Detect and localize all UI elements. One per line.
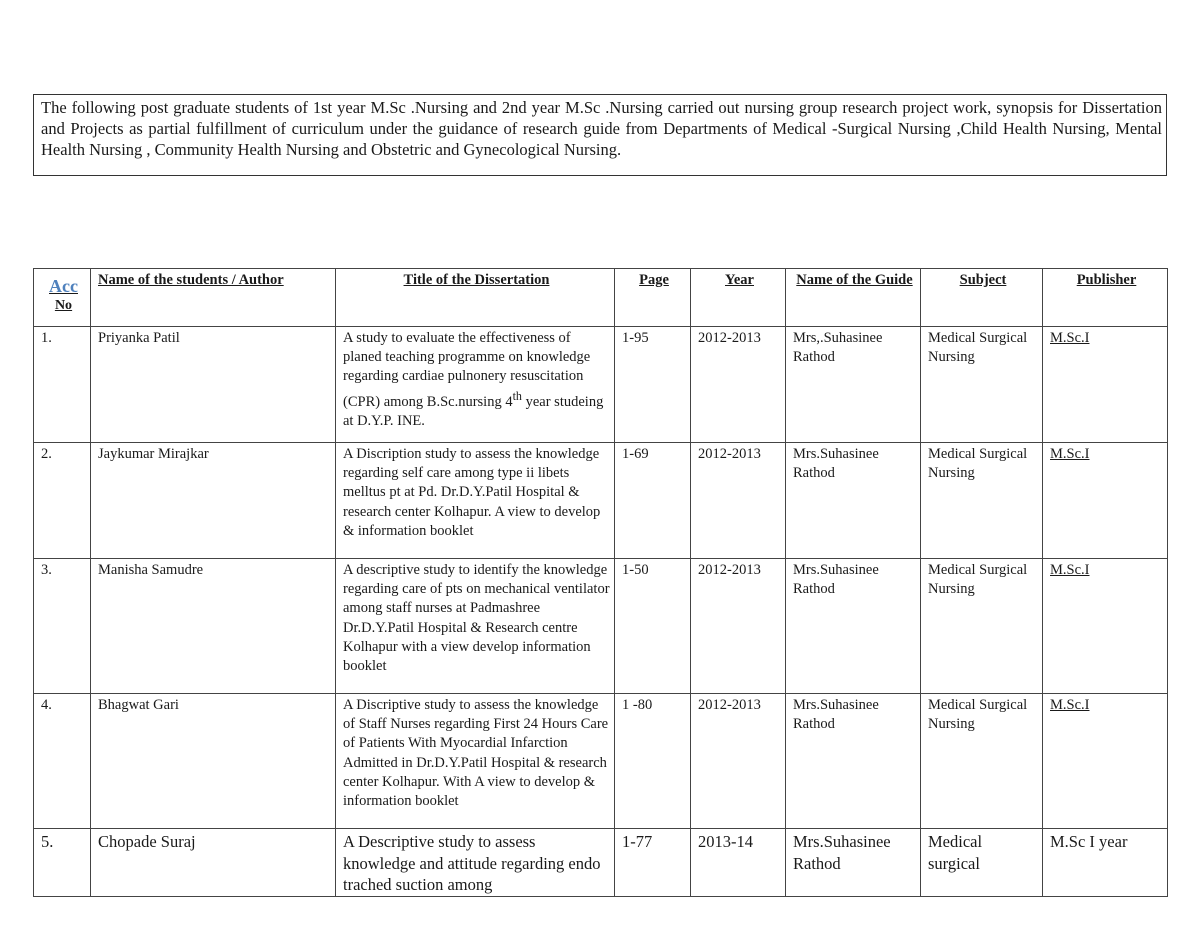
row-title: A Descriptive study to assess knowledge and attitude regarding endo trached suction among	[336, 829, 615, 897]
table-row	[34, 327, 1168, 443]
header-row	[34, 269, 1168, 327]
row-title-text: A study to evaluate the effectiveness of planed teaching programme on knowledge regarding cardiae pulnonery resuscitation (CPR) among B.Sc.nursing 4	[343, 330, 591, 410]
row-title: A Discription study to assess the knowledge regarding self care among type ii libets melltus pt at Pd. Dr.D.Y.Patil Hospital & research center Kolhapur. A view to develop & information booklet	[336, 443, 615, 559]
header-subject: Subject	[921, 269, 1043, 327]
header-year: Year	[691, 269, 786, 327]
row-guide: Mrs,.Suhasinee Rathod	[786, 327, 921, 443]
row-guide: Mrs.Suhasinee Rathod	[786, 829, 921, 897]
dissertation-table	[33, 268, 1168, 897]
row-publisher-text: M.Sc.I	[1050, 446, 1090, 462]
row-publisher-text: M.Sc.I	[1050, 562, 1090, 578]
row-publisher	[1043, 559, 1168, 694]
row-guide: Mrs.Suhasinee Rathod	[786, 443, 921, 559]
row-publisher	[1043, 443, 1168, 559]
row-title	[336, 327, 615, 443]
row-no: 3.	[34, 559, 91, 694]
row-no: 2.	[34, 443, 91, 559]
row-title: A descriptive study to identify the knowledge regarding care of pts on mechanical ventilator among staff nurses at Padmashree Dr.D.Y.Patil Hospital & Research centre Kolhapur with a view develop information booklet	[336, 559, 615, 694]
header-acc: Acc	[49, 276, 78, 296]
header-guide: Name of the Guide	[786, 269, 921, 327]
row-guide: Mrs.Suhasinee Rathod	[786, 559, 921, 694]
header-no: No	[54, 298, 73, 314]
header-publisher: Publisher	[1043, 269, 1168, 327]
row-name: Bhagwat Gari	[91, 694, 336, 829]
row-publisher-text: M.Sc.I	[1050, 697, 1090, 713]
row-name: Priyanka Patil	[91, 327, 336, 443]
intro-paragraph: The following post graduate students of 1st year M.Sc .Nursing and 2nd year M.Sc .Nursing carried out nursing group research project work, synopsis for Dissertation and Projects as partial fulfillment of curriculum under the guidance of research guide from Departments of Medical -Surgical Nursing ,Child Health Nursing, Mental Health Nursing , Community Health Nursing and Obstetric and Gynecological Nursing.	[33, 94, 1167, 176]
row-publisher-text: M.Sc.I	[1050, 330, 1090, 346]
header-title: Title of the Dissertation	[336, 269, 615, 327]
row-no: 5.	[34, 829, 91, 897]
row-subject: Medical Surgical Nursing	[921, 559, 1043, 694]
header-acc-no	[34, 269, 91, 327]
row-year: 2012-2013	[691, 443, 786, 559]
header-page: Page	[615, 269, 691, 327]
table-row	[34, 443, 1168, 559]
row-name: Chopade Suraj	[91, 829, 336, 897]
row-page: 1-69	[615, 443, 691, 559]
row-year: 2013-14	[691, 829, 786, 897]
row-no: 1.	[34, 327, 91, 443]
row-publisher	[1043, 327, 1168, 443]
row-publisher-text: M.Sc I year	[1050, 832, 1128, 851]
row-page: 1-95	[615, 327, 691, 443]
row-page: 1-50	[615, 559, 691, 694]
row-year: 2012-2013	[691, 694, 786, 829]
header-name: Name of the students / Author	[91, 269, 336, 327]
document-frame	[33, 94, 1167, 894]
row-subject: Medical Surgical Nursing	[921, 443, 1043, 559]
row-no: 4.	[34, 694, 91, 829]
row-publisher	[1043, 829, 1168, 897]
row-title: A Discriptive study to assess the knowledge of Staff Nurses regarding First 24 Hours Care of Patients With Myocardial Infarction Admitted in Dr.D.Y.Patil Hospital & research center Kolhapur. With A view to develop & information booklet	[336, 694, 615, 829]
row-year: 2012-2013	[691, 559, 786, 694]
row-year: 2012-2013	[691, 327, 786, 443]
row-title-text-end: year studeing at D.Y.P. INE.	[343, 393, 604, 429]
row-page: 1 -80	[615, 694, 691, 829]
row-subject: Medical Surgical Nursing	[921, 694, 1043, 829]
row-page: 1-77	[615, 829, 691, 897]
row-subject: Medical surgical	[921, 829, 1043, 897]
table-row	[34, 559, 1168, 694]
row-guide: Mrs.Suhasinee Rathod	[786, 694, 921, 829]
row-name: Manisha Samudre	[91, 559, 336, 694]
row-publisher	[1043, 694, 1168, 829]
row-name: Jaykumar Mirajkar	[91, 443, 336, 559]
table-row	[34, 694, 1168, 829]
row-subject: Medical Surgical Nursing	[921, 327, 1043, 443]
table-row	[34, 829, 1168, 897]
row-title-superscript: th	[512, 388, 522, 403]
